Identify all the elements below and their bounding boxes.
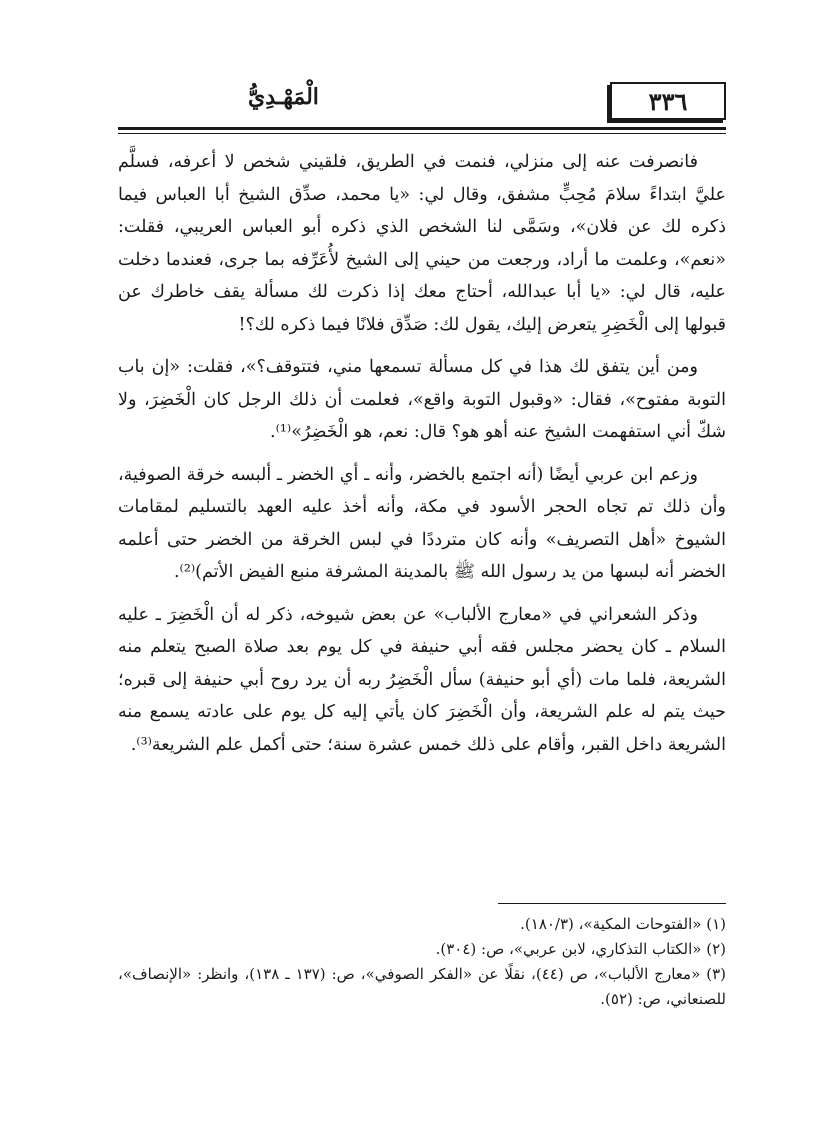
paragraph: وزعم ابن عربي أيضًا (أنه اجتمع بالخضر، وأنه ـ أي الخضر ـ ألبسه خرقة الصوفية، وأن ذلك تم تجاه الحجر الأسود في مكة، وأنه أخذ عليه العهد بالتسليم لمقامات الشيوخ «أهل التصريف» وأنه كان مترددًا في لبس الخرقة من الخضر حتى أعلمه الخضر أنه لبسها من يد رسول الله ﷺ بالمدينة المشرفة منبع الفيض الأتم)⁽²⁾. xyxy=(118,464,726,582)
footnote: (١) «الفتوحات المكية»، (١٨٠/٣). xyxy=(520,915,726,933)
footnote: (٢) «الكتاب التذكاري، لابن عربي»، ص: (٣٠٤). xyxy=(435,940,726,958)
header-rule-thin xyxy=(118,133,726,134)
footnote-rule xyxy=(498,903,726,904)
footnote: (٣) «معارج الألباب»، ص (٤٤)، نقلًا عن «الفكر الصوفي»، ص: (١٣٧ ـ ١٣٨)، وانظر: «الإنصاف»، للصنعاني، ص: (٥٢). xyxy=(118,965,727,1008)
paragraph: فانصرفت عنه إلى منزلي، فنمت في الطريق، فلقيني شخص لا أعرفه، فسلَّم عليَّ ابتداءً سلامَ مُحِبٍّ مشفق، وقال لي: «يا محمد، صدِّق الشيخ أبا العباس فيما ذكره لك عن فلان»، وسَمَّى لنا الشخص الذي ذكره أبو العباس العريبي، فقلت: «نعم»، وعلمت ما أراد، ورجعت من حيني إلى الشيخ لأُعَرِّفه بما جرى، فعندما دخلت عليه، قال لي: «يا أبا عبدالله، أحتاج معك إذا ذكرت لك مسألة يقف خاطرك عن قبولها إلى الْخَضِرِ يتعرض إليك، يقول لك: صَدِّق فلانًا فيما ذكره لك؟! xyxy=(118,152,726,335)
header-rule-thick xyxy=(118,127,726,130)
page-number: ٣٣٦ xyxy=(610,82,726,120)
paragraph: وذكر الشعراني في «معارج الألباب» عن بعض شيوخه، ذكر له أن الْخَضِرَ ـ عليه السلام ـ كان يحضر مجلس فقه أبي حنيفة في كل يوم بعد صلاة الصبح يتعلم منه الشريعة، فلما مات (أي أبو حنيفة) سأل الْخَضِرُ ربه أن يرد روح أبي حنيفة إلى قبره؛ حيث يتم له علم الشريعة، وأن الْخَضِرَ كان يأتي إليه كل يوم على عادته يسمع منه الشريعة داخل القبر، وأقام على ذلك خمس عشرة سنة؛ حتى أكمل علم الشريعة⁽³⁾. xyxy=(118,604,726,755)
body-text xyxy=(118,146,726,771)
paragraph: ومن أين يتفق لك هذا في كل مسألة تسمعها مني، فتتوقف؟»، فقلت: «إن باب التوبة مفتوح»، فقال: «وقبول التوبة واقع»، فعلمت أن ذلك الرجل كان الْخَضِرَ، ولا شكّ أني استفهمت الشيخ عنه أهو هو؟ قال: نعم، هو الْخَضِرُ»⁽¹⁾. xyxy=(118,357,726,442)
page-header xyxy=(118,82,726,126)
running-title: الْمَهْـدِيُّ xyxy=(248,84,319,110)
footnotes xyxy=(118,912,726,1012)
